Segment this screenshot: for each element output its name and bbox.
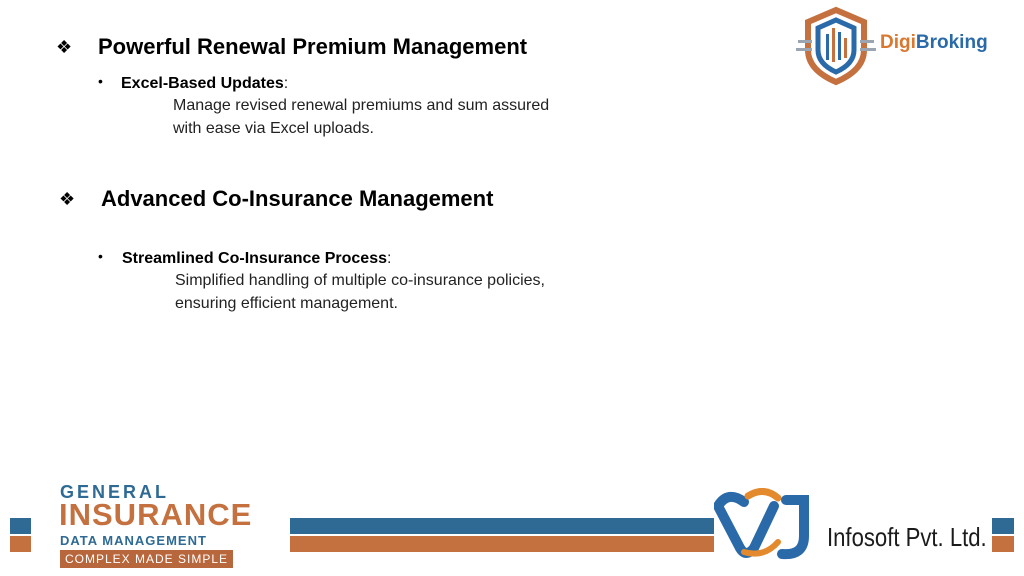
bullet-dot-icon: • (98, 248, 103, 264)
footer-band-center-blue (290, 518, 714, 534)
section-2-heading: Advanced Co-Insurance Management (101, 186, 494, 211)
footer-band-left-orange (10, 536, 31, 552)
vj-logo-icon (714, 488, 822, 564)
bullet-dot-icon: • (98, 73, 103, 89)
logo-data-management: DATA MANAGEMENT (60, 533, 207, 548)
digibroking-part-1: Digi (880, 32, 916, 53)
vj-infosoft-logo (714, 488, 994, 568)
digibroking-wordmark (880, 32, 988, 54)
logo-tagline: COMPLEX MADE SIMPLE (60, 550, 233, 568)
section-2-item-title-row (122, 247, 391, 270)
diamond-bullet-icon: ❖ (59, 189, 76, 209)
section-1-item-title: Excel-Based Updates (121, 75, 284, 92)
section-1-item-title-row (121, 72, 288, 95)
footer-band-left-blue (10, 518, 31, 534)
footer-band-right-blue (992, 518, 1014, 534)
section-1-item-line-1: Manage revised renewal premiums and sum assured (173, 97, 550, 114)
logo-general: GENERAL (60, 482, 170, 502)
digibroking-logo (796, 6, 1018, 86)
digibroking-part-2: Broking (915, 32, 988, 53)
footer-band-right-orange (992, 536, 1014, 552)
digibroking-shield-logo-icon (796, 6, 876, 86)
section-1-item-colon: : (283, 75, 289, 92)
section-2-item-line-1: Simplified handling of multiple co-insurance policies, (175, 272, 545, 289)
footer-band-center-orange (290, 536, 714, 552)
section-2-item-colon: : (386, 250, 392, 267)
general-insurance-logo (60, 482, 285, 572)
section-1-heading: Powerful Renewal Premium Management (98, 34, 528, 59)
diamond-bullet-icon: ❖ (56, 37, 73, 57)
logo-insurance: INSURANCE (59, 497, 253, 532)
section-1-item-line-2: with ease via Excel uploads. (173, 120, 374, 137)
section-2-item-line-2: ensuring efficient management. (175, 295, 398, 312)
company-name: Infosoft Pvt. Ltd. (827, 522, 987, 552)
section-2-item-title: Streamlined Co-Insurance Process (122, 250, 387, 267)
